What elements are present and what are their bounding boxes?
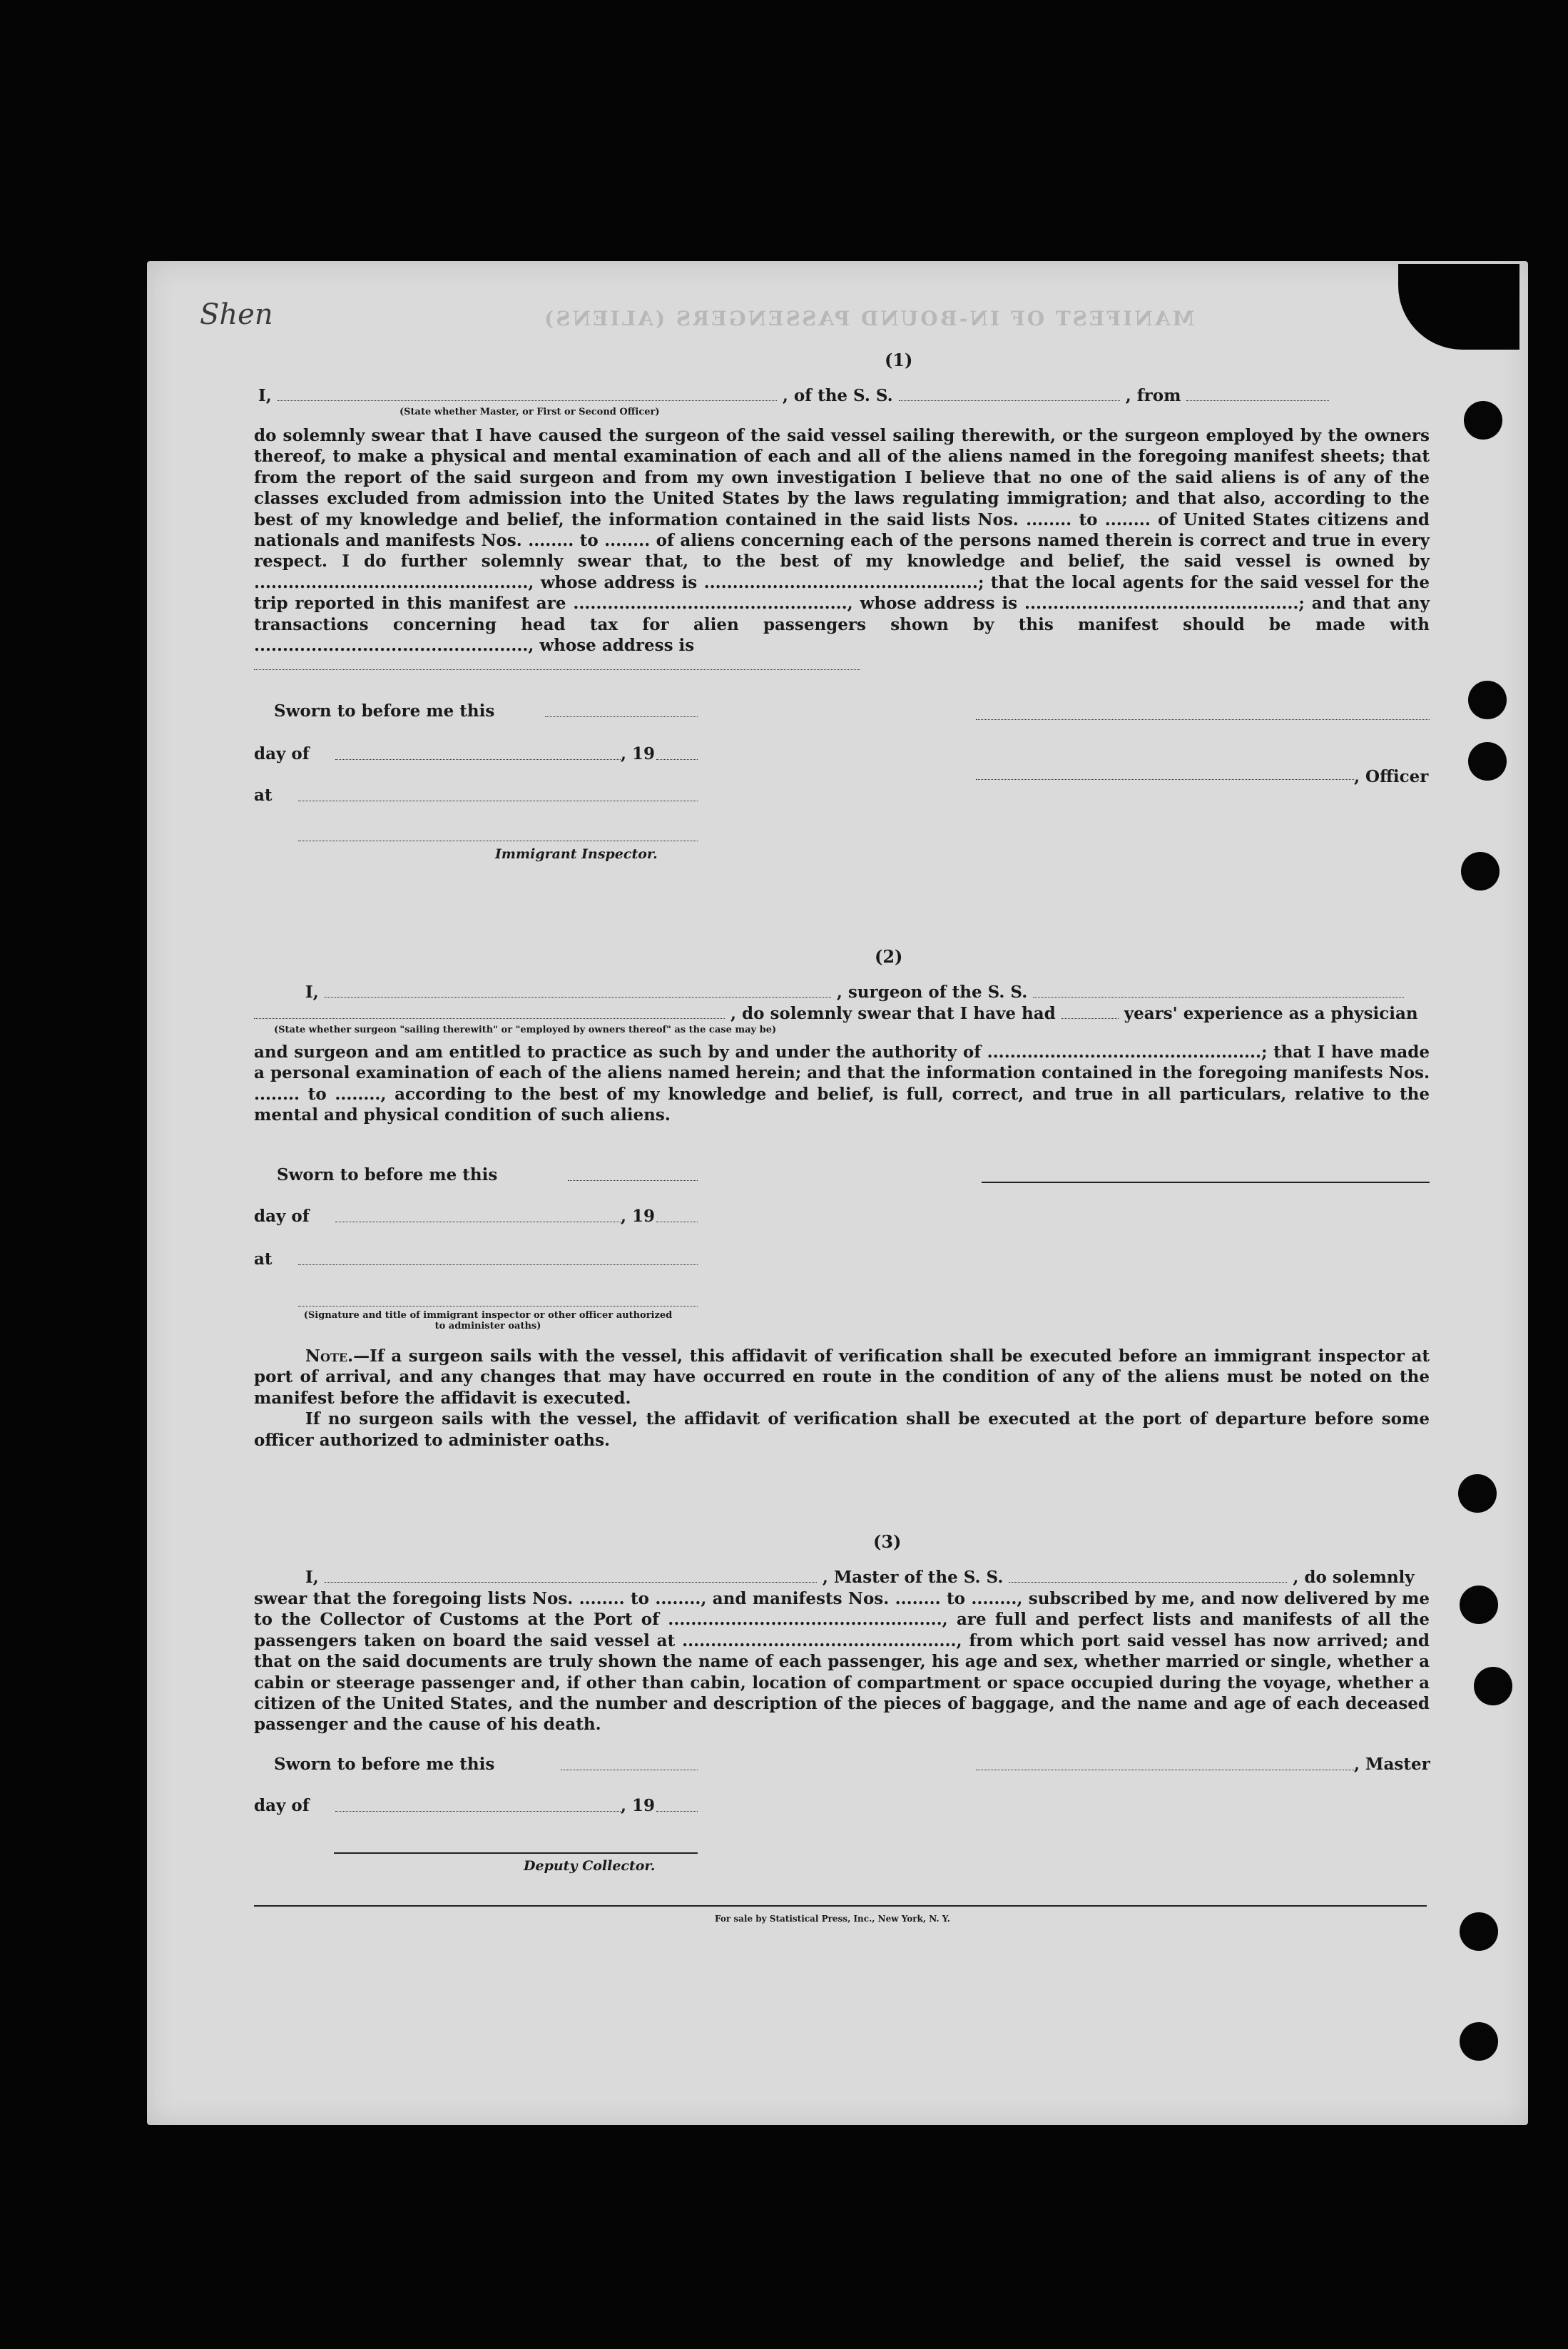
section-1-oath xyxy=(254,425,1430,656)
year-label: , 19 xyxy=(621,744,656,763)
section-3-oath xyxy=(254,1588,1430,1735)
years-label: years' experience as a physician xyxy=(1124,1004,1418,1023)
master-name-field[interactable] xyxy=(325,1568,817,1583)
year-field[interactable] xyxy=(656,1811,698,1812)
address-field[interactable] xyxy=(254,669,860,670)
intro-label: I, xyxy=(305,983,319,1002)
at-field[interactable] xyxy=(298,1264,698,1265)
year-label: , 19 xyxy=(621,1207,656,1226)
note-text: —If a surgeon sails with the vessel, this affidavit of verification shall be executed before an immigrant inspector at port of arrival, and any changes that may have occurred en route in the condition of any of the aliens must be noted on the manifest before the affidavit is executed. xyxy=(254,1346,1430,1408)
faint-header: MANIFEST OF IN-BOUND PASSENGERS (ALIENS) xyxy=(542,307,1195,330)
do-swear-label: , do solemnly swear that I have had xyxy=(730,1004,1056,1023)
inspector-label: Immigrant Inspector. xyxy=(495,846,658,862)
year-field[interactable] xyxy=(656,759,698,760)
surgeon-signature-line[interactable] xyxy=(982,1182,1430,1183)
day-of-field[interactable] xyxy=(335,759,621,760)
punch-hole xyxy=(1458,1474,1497,1513)
ship-name-field[interactable] xyxy=(1033,983,1404,998)
administrator-signature-line[interactable] xyxy=(298,1306,698,1307)
sworn-date-field[interactable] xyxy=(545,716,698,717)
master-of-label: , Master of the S. S. xyxy=(822,1568,1004,1587)
section-2-first-line xyxy=(305,982,1430,1003)
ship-name-field[interactable] xyxy=(1009,1568,1287,1583)
from-label: , from xyxy=(1125,386,1181,405)
sworn-label: Sworn to before me this xyxy=(274,701,495,721)
sworn-label: Sworn to before me this xyxy=(277,1165,498,1184)
punch-hole xyxy=(1474,1667,1512,1705)
at-label: at xyxy=(254,786,273,805)
handwritten-note: Shen xyxy=(200,298,273,331)
section-2-oath xyxy=(254,1042,1430,1126)
day-of-label: day of xyxy=(254,744,310,763)
officer-title-line[interactable] xyxy=(976,779,1354,780)
ship-name-field[interactable] xyxy=(899,386,1120,401)
years-field[interactable] xyxy=(1062,1004,1119,1019)
of-ss-label: , of the S. S. xyxy=(782,386,893,405)
surgeon-hint: (State whether surgeon "sailing therewith" or "employed by owners thereof" as the case may be) xyxy=(274,1025,777,1035)
footer-rule xyxy=(254,1905,1427,1907)
sworn-label: Sworn to before me this xyxy=(274,1755,495,1774)
punch-hole xyxy=(1468,742,1507,781)
at-label: at xyxy=(254,1249,273,1269)
title-hint: (State whether Master, or First or Second Officer) xyxy=(399,407,660,417)
master-paragraph: swear that the foregoing lists Nos. ........ to ........, and manifests Nos. ........ to ........, subscribed by me, and now delivered by me to the Collector of Customs at the Port of ................................................, are full and perfect lists and manifests of all the passengers taken on board the said vessel at ................................................, from which port said vessel has now arrived; and that on the said documents are truly shown the name of each passenger, his age and sex, whether married or single, whether a cabin or steerage passenger and, if other than cabin, location of compartment or space occupied during the voyage, whether a citizen of the United States, and the number and description of the pieces of baggage, and the name and age of each deceased passenger and the cause of his death. xyxy=(254,1589,1430,1735)
officer-label: , Officer xyxy=(1354,767,1429,786)
note-paragraph xyxy=(254,1346,1430,1409)
master-label: , Master xyxy=(1354,1755,1430,1774)
signature-hint: (Signature and title of immigrant inspector or other officer authorized to administer oaths) xyxy=(303,1310,673,1331)
officer-name-field[interactable] xyxy=(278,386,777,401)
intro-label: I, xyxy=(258,386,272,405)
oath-paragraph: do solemnly swear that I have caused the surgeon of the said vessel sailing therewith, or the surgeon employed by the owners thereof, to make a physical and mental examination of each and all of the aliens named in the foregoing manifest sheets; that from the report of the said surgeon and from my own investigation I believe that no one of the said aliens is of any of the classes excluded from admission into the United States by the laws regulating immigration; and that also, according to the best of my knowledge and belief, the information contained in the said lists Nos. ........ to ........ of United States citizens and nationals and manifests Nos. ........ to ........ of aliens concerning each of the persons named therein is correct and true in every respect. I do further solemnly swear that, to the best of my knowledge and belief, the said vessel is owned by ................................................, whose address is ................................................; that the local agents for the said vessel for the trip reported in this manifest are ................................................, whose address is ................................................; and that any transactions concerning head tax for alien passengers shown by this manifest should be made with ................................................, whose address is xyxy=(254,426,1430,656)
surgeon-status-field[interactable] xyxy=(254,1004,725,1019)
punch-hole xyxy=(1460,1912,1498,1951)
section-3-number: (3) xyxy=(873,1531,902,1552)
note-label: Note. xyxy=(305,1346,354,1366)
do-solemnly-label: , do solemnly xyxy=(1293,1568,1415,1587)
punch-hole xyxy=(1461,852,1500,891)
note-paragraph-2: If no surgeon sails with the vessel, the affidavit of verification shall be executed at the port of departure before some officer authorized to administer oaths. xyxy=(254,1409,1430,1450)
day-of-label: day of xyxy=(254,1796,310,1815)
punch-hole xyxy=(1460,2022,1498,2061)
section-2-number: (2) xyxy=(875,946,903,967)
day-of-label: day of xyxy=(254,1207,310,1226)
section-2-second-line xyxy=(254,1003,1430,1024)
deputy-signature-line[interactable] xyxy=(334,1852,698,1854)
deputy-label: Deputy Collector. xyxy=(524,1858,656,1874)
surgeon-name-field[interactable] xyxy=(325,983,831,998)
sworn-date-field[interactable] xyxy=(568,1180,698,1181)
section-1-number: (1) xyxy=(885,350,913,370)
punch-hole xyxy=(1464,401,1502,440)
port-from-field[interactable] xyxy=(1186,386,1329,401)
day-of-field[interactable] xyxy=(335,1811,621,1812)
intro-label: I, xyxy=(305,1568,319,1587)
officer-signature-line[interactable] xyxy=(976,719,1430,720)
surgeon-paragraph: and surgeon and am entitled to practice as such by and under the authority of ................................................; that I have made a personal examination of each of the aliens named herein; and that the information contained in the foregoing manifests Nos. ........ to ........, according to the best of my knowledge and belief, is full, correct, and true in all particulars, relative to the mental and physical condition of such aliens. xyxy=(254,1042,1430,1125)
punch-hole xyxy=(1468,681,1507,719)
footer-text: For sale by Statistical Press, Inc., New York, N. Y. xyxy=(715,1914,950,1924)
surgeon-of-label: , surgeon of the S. S. xyxy=(836,983,1028,1002)
punch-hole xyxy=(1460,1586,1498,1624)
year-label: , 19 xyxy=(621,1796,656,1815)
note-block xyxy=(254,1346,1430,1451)
section-3-first-line xyxy=(305,1567,1430,1588)
section-1-first-line xyxy=(258,385,1428,406)
